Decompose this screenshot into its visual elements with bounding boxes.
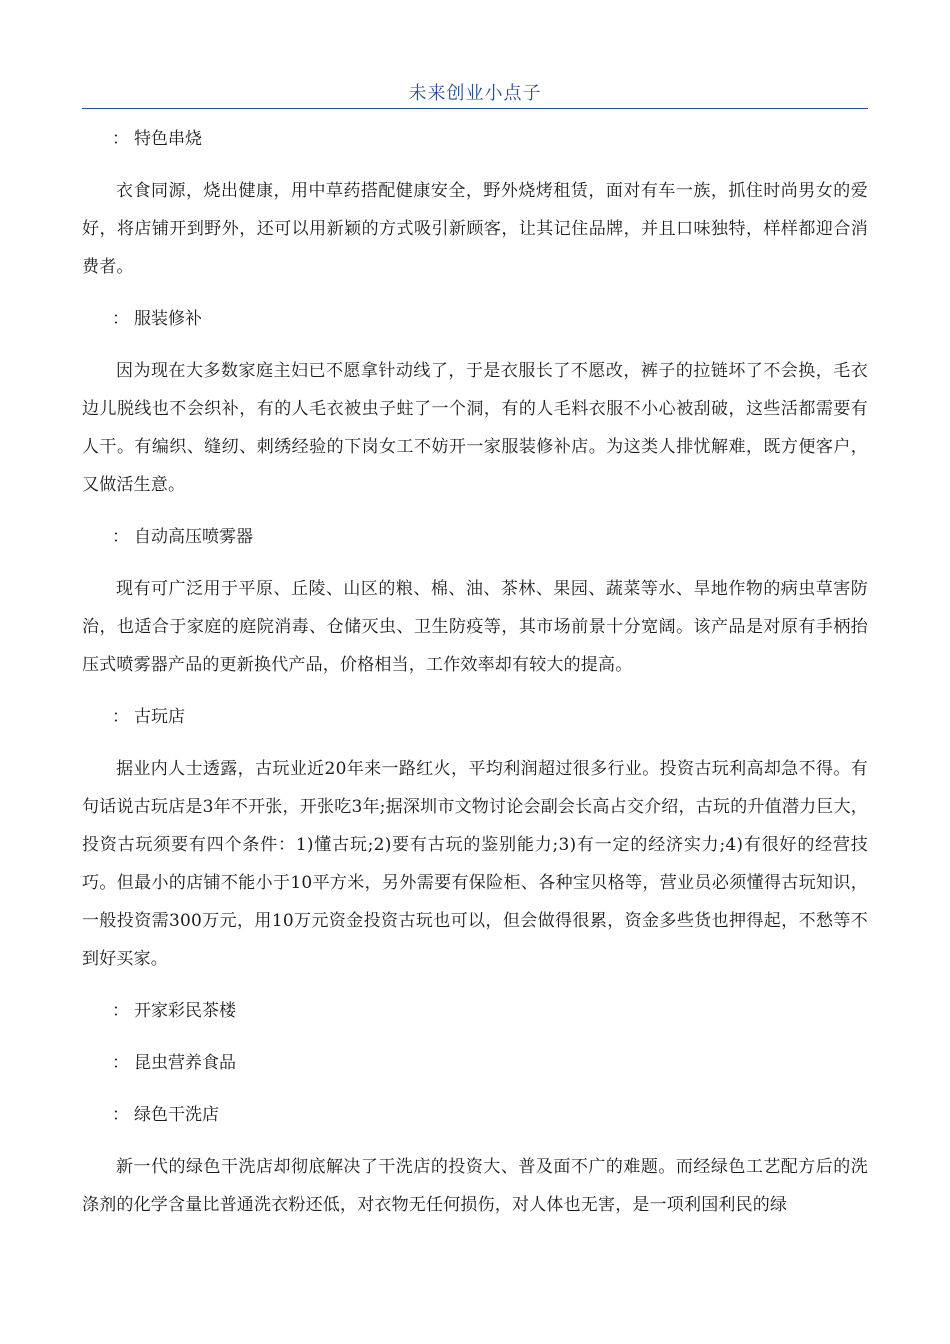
- heading-bullet: ：: [112, 1001, 129, 1021]
- section-heading: [82, 1044, 868, 1082]
- heading-bullet: ：: [112, 707, 129, 727]
- section-heading-text: 昆虫营养食品: [134, 1053, 236, 1073]
- section-paragraph: 现有可广泛用于平原、丘陵、山区的粮、棉、油、茶林、果园、蔬菜等水、旱地作物的病虫草害防治，也适合于家庭的庭院消毒、仓储灭虫、卫生防疫等，其市场前景十分宽阔。该产品是对原有手柄抬压式喷雾器产品的更新换代产品，价格相当，工作效率却有较大的提高。: [82, 579, 868, 675]
- heading-bullet: ：: [112, 1053, 129, 1073]
- section-paragraph: 据业内人士透露，古玩业近20年来一路红火，平均利润超过很多行业。投资古玩利高却急不得。有句话说古玩店是3年不开张，开张吃3年;据深圳市文物讨论会副会长高占交介绍，古玩的升值潜力巨大，投资古玩须要有四个条件：1)懂古玩;2)要有古玩的鉴别能力;3)有一定的经济实力;4)有很好的经营技巧。但最小的店铺不能小于10平方米，另外需要有保险柜、各种宝贝格等，营业员必须懂得古玩知识，一般投资需300万元，用10万元资金投资古玩也可以，但会做得很累，资金多些货也押得起，不愁等不到好买家。: [82, 759, 868, 969]
- document-body: [82, 120, 868, 1238]
- section-heading: [82, 518, 868, 556]
- section-heading-text: 绿色干洗店: [134, 1105, 219, 1125]
- section-heading-text: 古玩店: [134, 707, 185, 727]
- heading-bullet: ：: [112, 1105, 129, 1125]
- section-paragraph: 新一代的绿色干洗店却彻底解决了干洗店的投资大、普及面不广的难题。而经绿色工艺配方后的洗涤剂的化学含量比普通洗衣粉还低，对衣物无任何损伤，对人体也无害，是一项利国利民的绿: [82, 1157, 868, 1215]
- section-heading-text: 服装修补: [134, 309, 202, 329]
- section-heading: [82, 120, 868, 158]
- section-heading-text: 开家彩民茶楼: [134, 1001, 236, 1021]
- section-heading: [82, 992, 868, 1030]
- section-heading: [82, 698, 868, 736]
- header-divider: [82, 108, 868, 109]
- section-heading-text: 自动高压喷雾器: [134, 527, 253, 547]
- heading-bullet: ：: [112, 527, 129, 547]
- heading-bullet: ：: [112, 129, 129, 149]
- section-paragraph: 衣食同源，烧出健康，用中草药搭配健康安全，野外烧烤租赁，面对有车一族，抓住时尚男女的爱好，将店铺开到野外，还可以用新颖的方式吸引新顾客，让其记住品牌，并且口味独特，样样都迎合消费者。: [82, 181, 868, 277]
- section-heading: [82, 1096, 868, 1134]
- heading-bullet: ：: [112, 309, 129, 329]
- section-heading-text: 特色串烧: [134, 129, 202, 149]
- section-heading: [82, 300, 868, 338]
- page-header-title: 未来创业小点子: [408, 83, 542, 104]
- section-paragraph: 因为现在大多数家庭主妇已不愿拿针动线了，于是衣服长了不愿改，裤子的拉链坏了不会换，毛衣边儿脱线也不会织补，有的人毛衣被虫子蛀了一个洞，有的人毛料衣服不小心被刮破，这些活都需要有人干。有编织、缝纫、刺绣经验的下岗女工不妨开一家服装修补店。为这类人排忧解难，既方便客户，又做活生意。: [82, 361, 868, 495]
